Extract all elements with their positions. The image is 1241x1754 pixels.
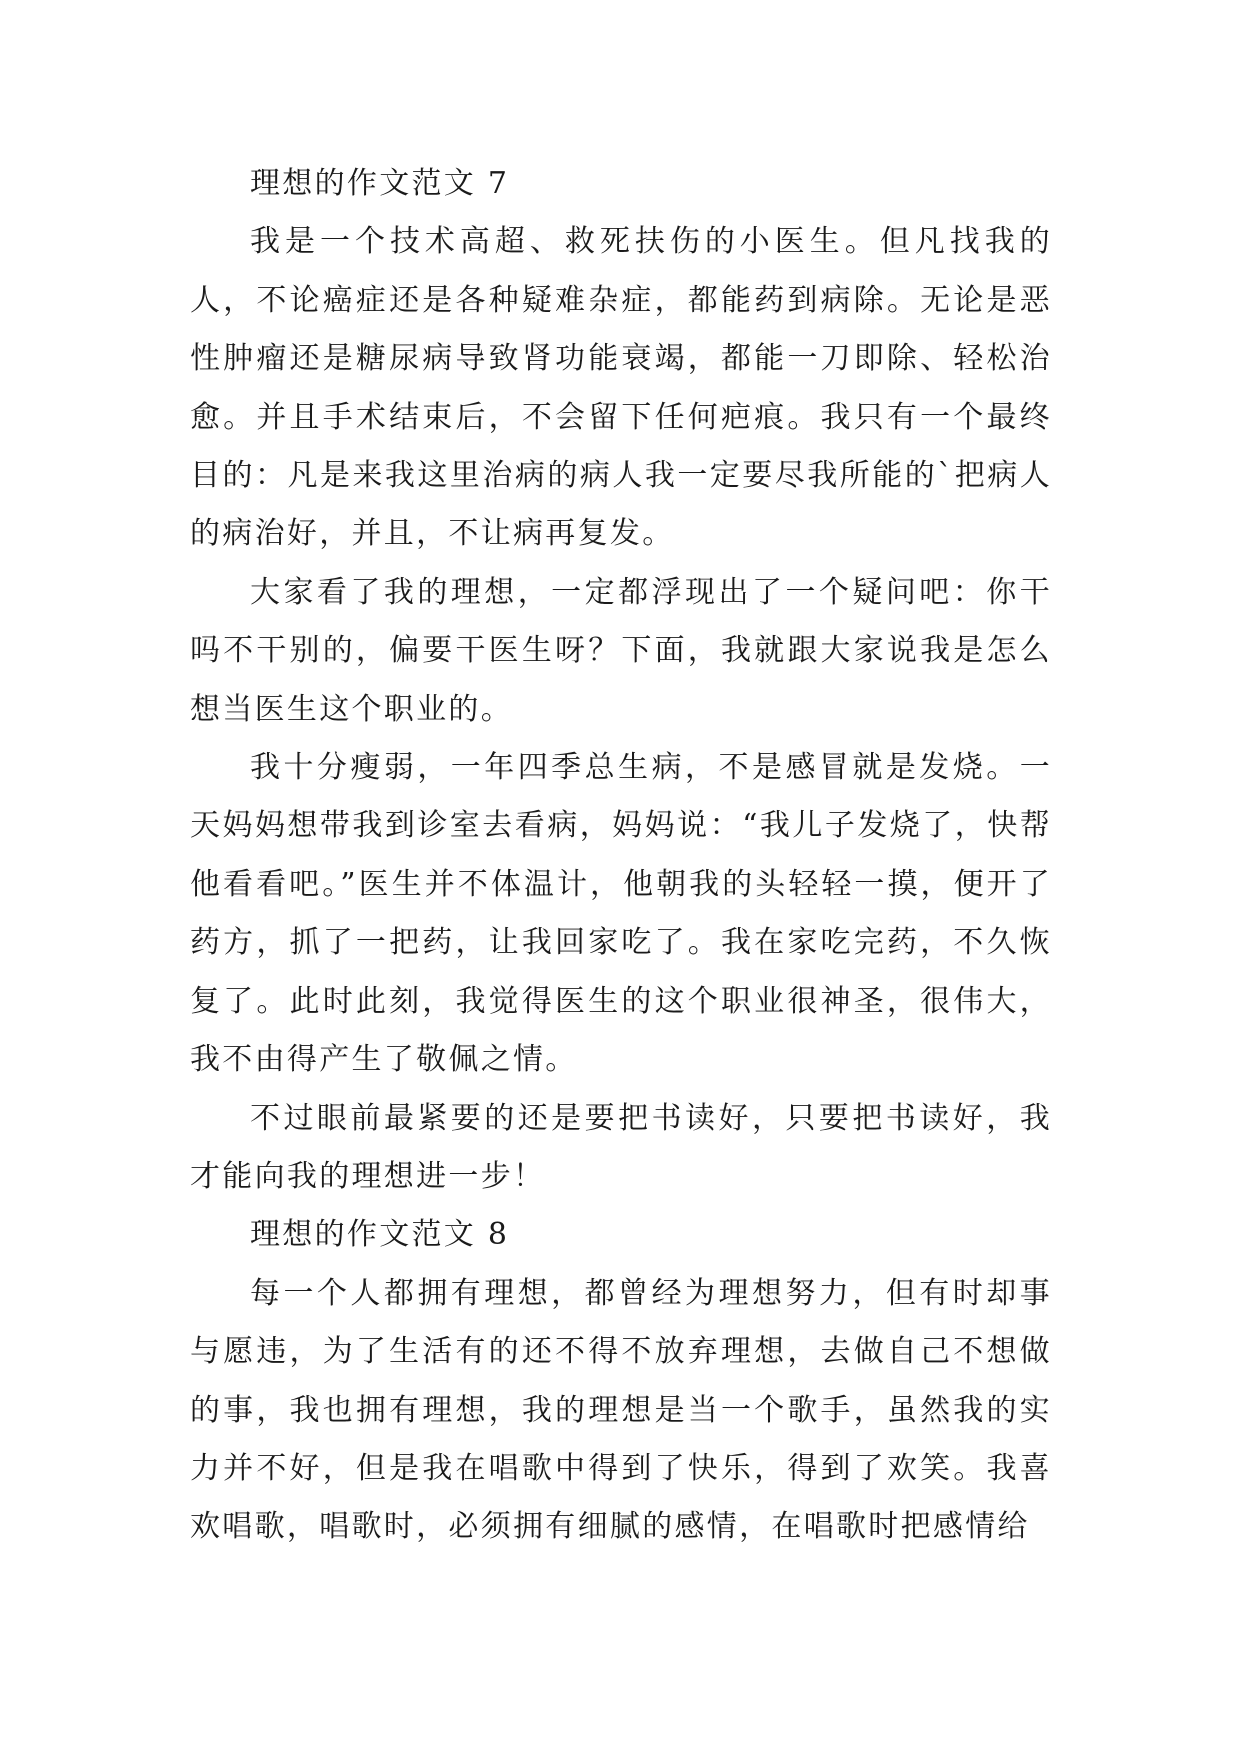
paragraph: 每一个人都拥有理想，都曾经为理想努力，但有时却事与愿违，为了生活有的还不得不放弃理想，去做自己不想做的事，我也拥有理想，我的理想是当一个歌手，虽然我的实力并不好，但是我在唱歌中得到了快乐，得到了欢笑。我喜欢唱歌，唱歌时，必须拥有细腻的感情，在唱歌时把感情给 [190, 1275, 1052, 1545]
paragraph: 大家看了我的理想，一定都浮现出了一个疑问吧：你干吗不干别的，偏要干医生呀？下面，我就跟大家说我是怎么想当医生这个职业的。 [190, 574, 1052, 727]
paragraph: 我十分瘦弱，一年四季总生病，不是感冒就是发烧。一天妈妈想带我到诊室去看病，妈妈说：“我儿子发烧了，快帮他看看吧。”医生并不体温计，他朝我的头轻轻一摸，便开了药方，抓了一把药，让我回家吃了。我在家吃完药，不久恢复了。此时此刻，我觉得医生的这个职业很神圣，很伟大，我不由得产生了敬佩之情。 [190, 750, 1052, 1078]
essay-heading-8: 理想的作文范文 8 [250, 1217, 510, 1253]
paragraph: 不过眼前最紧要的还是要把书读好，只要把书读好，我才能向我的理想进一步！ [190, 1100, 1052, 1194]
paragraph: 我是一个技术高超、救死扶伤的小医生。但凡找我的人，不论癌症还是各种疑难杂症，都能药到病除。无论是恶性肿瘤还是糖尿病导致肾功能衰竭，都能一刀即除、轻松治愈。并且手术结束后，不会留下任何疤痕。我只有一个最终目的：凡是来我这里治病的病人我一定要尽我所能的`把病人的病治好，并且，不让病再复发。 [190, 224, 1052, 552]
essay-heading-7: 理想的作文范文 7 [250, 166, 510, 201]
document-body [190, 155, 1052, 1557]
